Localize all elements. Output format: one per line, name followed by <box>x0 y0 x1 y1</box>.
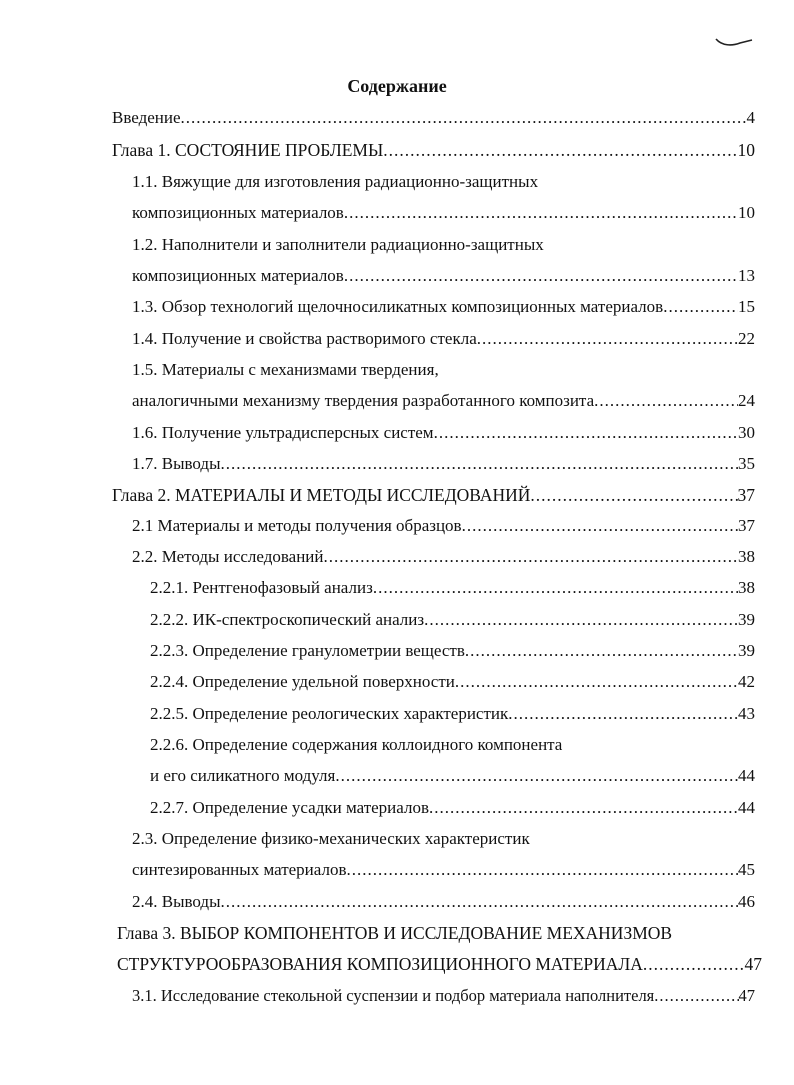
toc-entry <box>132 859 755 881</box>
leader-dots <box>383 139 737 161</box>
toc-entry <box>132 546 755 568</box>
page-title: Содержание <box>347 76 447 96</box>
toc-entry-title: 2.4. Выводы <box>132 892 221 911</box>
toc-entry-page: 15 <box>738 297 755 316</box>
leader-dots <box>344 265 738 287</box>
toc-entry-page: 45 <box>738 860 755 879</box>
toc-entry-line <box>132 828 530 850</box>
toc-entry <box>132 453 755 475</box>
toc-entry-title: 2.2.2. ИК-спектроскопический анализ <box>150 610 425 629</box>
toc-entry-page: 30 <box>738 423 755 442</box>
toc-entry-title: 1.1. Вяжущие для изготовления радиационно-защитных <box>132 172 539 191</box>
toc-entry-title: 2.3. Определение физико-механических характеристик <box>132 829 530 848</box>
toc-entry <box>150 609 755 631</box>
toc-entry-title: 2.2.5. Определение реологических характеристик <box>150 704 509 723</box>
toc-entry <box>132 891 755 913</box>
toc-entry-title: 1.7. Выводы <box>132 454 221 473</box>
toc-entry-page: 4 <box>746 108 755 127</box>
leader-dots <box>654 985 738 1007</box>
toc-entry-page: 10 <box>737 140 755 160</box>
toc-entry <box>132 515 755 537</box>
toc-entry-title: 2.2.7. Определение усадки материалов <box>150 798 429 817</box>
leader-dots <box>462 515 738 537</box>
toc-entry-page: 47 <box>738 986 755 1005</box>
toc-entry-page: 13 <box>738 266 755 285</box>
toc-entry <box>150 797 755 819</box>
toc-entry <box>132 328 755 350</box>
toc-entry-title: 2.1 Материалы и методы получения образцов <box>132 516 462 535</box>
toc-entry-title: 1.2. Наполнители и заполнители радиационно-защитных <box>132 235 544 254</box>
toc-entry-title: Глава 1. СОСТОЯНИЕ ПРОБЛЕМЫ <box>112 140 384 160</box>
toc-entry-page: 24 <box>738 391 755 410</box>
toc-entry-page: 37 <box>738 516 755 535</box>
toc-entry-page: 44 <box>738 766 755 785</box>
toc-entry <box>132 985 755 1007</box>
toc-entry-line <box>132 171 538 193</box>
toc-entry-page: 10 <box>738 203 755 222</box>
toc-entry-title: 1.5. Материалы с механизмами твердения, <box>132 360 439 379</box>
leader-dots <box>346 859 738 881</box>
toc-entry <box>150 765 755 787</box>
toc-entry-page: 37 <box>737 485 755 505</box>
leader-dots <box>221 891 738 913</box>
toc-entry-page: 39 <box>738 641 755 660</box>
toc-entry <box>132 265 755 287</box>
leader-dots <box>465 640 738 662</box>
toc-entry-title: 1.4. Получение и свойства растворимого стекла <box>132 329 477 348</box>
toc-entry-title: и его силикатного модуля <box>150 766 336 785</box>
toc-entry-title: 1.3. Обзор технологий щелочносиликатных композиционных материалов <box>132 297 664 316</box>
leader-dots <box>429 797 738 819</box>
toc-entry-title: Глава 3. ВЫБОР КОМПОНЕНТОВ И ИССЛЕДОВАНИЕ МЕХАНИЗМОВ <box>117 923 673 943</box>
toc-entry-line <box>150 734 562 756</box>
leader-dots <box>455 671 738 693</box>
leader-dots <box>324 546 738 568</box>
toc-entry-title: 2.2.4. Определение удельной поверхности <box>150 672 455 691</box>
toc-entry <box>132 422 755 444</box>
leader-dots <box>181 107 747 129</box>
toc-entry-page: 39 <box>738 610 755 629</box>
toc-entry-title: синтезированных материалов <box>132 860 347 879</box>
toc-entry-title: 2.2. Методы исследований <box>132 547 324 566</box>
leader-dots <box>530 484 737 506</box>
toc-entry-title: СТРУКТУРООБРАЗОВАНИЯ КОМПОЗИЦИОННОГО МАТЕРИАЛА <box>117 954 643 974</box>
toc-entry-line <box>132 359 439 381</box>
leader-dots <box>221 453 738 475</box>
toc-entry-line <box>132 234 544 256</box>
toc-entry <box>132 296 755 318</box>
toc-entry-title: композиционных материалов <box>132 266 344 285</box>
toc-entry-page: 38 <box>738 578 755 597</box>
leader-dots <box>344 202 738 224</box>
toc-entry <box>150 640 755 662</box>
toc-entry-title: 3.1. Исследование стекольной суспензии и подбор материала наполнителя <box>132 986 655 1005</box>
toc-entry-page: 46 <box>738 892 755 911</box>
toc-entry-title: 2.2.6. Определение содержания коллоидного компонента <box>150 735 563 754</box>
toc-entry-title: 1.6. Получение ультрадисперсных систем <box>132 423 434 442</box>
toc-entry-page: 43 <box>738 704 755 723</box>
toc-chapter <box>112 484 755 506</box>
toc-entry <box>150 671 755 693</box>
toc-entry-title: 2.2.1. Рентгенофазовый анализ <box>150 578 373 597</box>
leader-dots <box>434 422 738 444</box>
leader-dots <box>508 703 738 725</box>
toc-chapter <box>112 139 755 161</box>
toc-entry-title: Введение <box>112 108 181 127</box>
toc-entry-page: 47 <box>744 954 762 974</box>
toc-entry-title: композиционных материалов <box>132 203 344 222</box>
toc-chapter <box>117 953 762 975</box>
toc-entry-title: 2.2.3. Определение гранулометрии веществ <box>150 641 465 660</box>
toc-entry <box>132 390 755 412</box>
toc-entry <box>150 577 755 599</box>
toc-chapter-line <box>117 922 672 944</box>
leader-dots <box>594 390 738 412</box>
toc-entry-page: 42 <box>738 672 755 691</box>
leader-dots <box>424 609 738 631</box>
toc-entry <box>112 107 755 129</box>
toc-entry <box>132 202 755 224</box>
toc-entry-title: Глава 2. МАТЕРИАЛЫ И МЕТОДЫ ИССЛЕДОВАНИЙ <box>112 485 531 505</box>
toc-entry-page: 38 <box>738 547 755 566</box>
leader-dots <box>373 577 738 599</box>
toc-entry-page: 35 <box>738 454 755 473</box>
toc-entry-title: аналогичными механизму твердения разработанного композита <box>132 391 595 410</box>
leader-dots <box>643 953 745 975</box>
leader-dots <box>663 296 738 318</box>
toc-entry <box>150 703 755 725</box>
leader-dots <box>477 328 738 350</box>
leader-dots <box>335 765 738 787</box>
toc-entry-page: 22 <box>738 329 755 348</box>
toc-entry-page: 44 <box>738 798 755 817</box>
